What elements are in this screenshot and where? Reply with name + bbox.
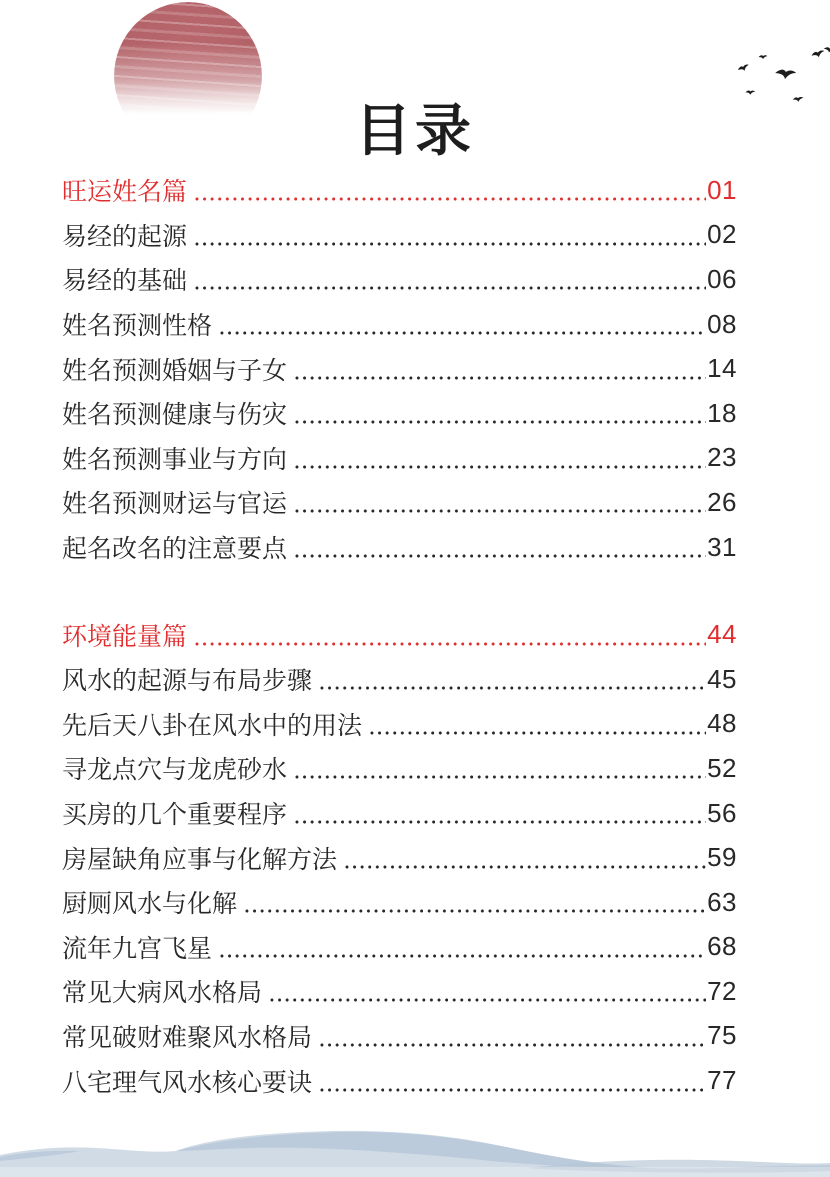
- toc-entry: [62, 480, 737, 525]
- toc-entry-page-number: 26: [707, 486, 737, 517]
- dot-leader: [320, 1088, 706, 1092]
- toc-entry-label: 八宅理气风水核心要诀: [62, 1068, 313, 1097]
- toc-entry-page-number: 08: [707, 308, 737, 339]
- toc-entry-label: 常见破财难聚风水格局: [62, 1023, 313, 1052]
- toc-entry-label: 姓名预测婚姻与子女: [62, 356, 288, 385]
- toc-section-header-page-number: 44: [707, 619, 737, 650]
- toc-entry-label: 姓名预测健康与伤灾: [62, 401, 288, 430]
- toc-entry-label: 姓名预测性格: [62, 312, 213, 341]
- dot-leader: [195, 642, 706, 646]
- toc-section-header: [62, 612, 737, 657]
- dot-leader: [295, 820, 706, 824]
- toc-entry: [62, 346, 737, 391]
- toc-section-header-label: 环境能量篇: [62, 622, 188, 651]
- toc-entry-page-number: 56: [707, 797, 737, 828]
- dot-leader: [295, 554, 706, 558]
- dot-leader: [195, 197, 706, 201]
- toc-entry-label: 起名改名的注意要点: [62, 535, 288, 564]
- dot-leader: [295, 420, 706, 424]
- dot-leader: [295, 775, 706, 779]
- toc-entry-page-number: 75: [707, 1020, 737, 1051]
- toc-entry-label: 房屋缺角应事与化解方法: [62, 845, 338, 874]
- toc-entry-label: 流年九宫飞星: [62, 934, 213, 963]
- toc-entry-label: 姓名预测财运与官运: [62, 490, 288, 519]
- toc-entry: [62, 880, 737, 925]
- dot-leader: [195, 286, 706, 290]
- toc: [62, 168, 737, 1103]
- watercolor-waves-icon: [0, 1115, 830, 1177]
- toc-entry-page-number: 02: [707, 219, 737, 250]
- toc-entry: [62, 657, 737, 702]
- toc-entry-label: 易经的基础: [62, 267, 188, 296]
- toc-entry-label: 先后天八卦在风水中的用法: [62, 711, 363, 740]
- dot-leader: [370, 731, 706, 735]
- toc-entry-page-number: 68: [707, 931, 737, 962]
- dot-leader: [245, 909, 706, 913]
- toc-entry: [62, 702, 737, 747]
- toc-section-header-page-number: 01: [707, 174, 737, 205]
- toc-entry-label: 厨厕风水与化解: [62, 890, 238, 919]
- page-title: 目录: [355, 99, 475, 162]
- toc-section-header: [62, 168, 737, 213]
- toc-entry-page-number: 48: [707, 708, 737, 739]
- toc-entry: [62, 1014, 737, 1059]
- toc-entry-page-number: 45: [707, 663, 737, 694]
- toc-entry-page-number: 06: [707, 263, 737, 294]
- toc-entry-page-number: 18: [707, 397, 737, 428]
- toc-entry: [62, 525, 737, 570]
- dot-leader: [295, 376, 706, 380]
- toc-entry: [62, 302, 737, 347]
- dot-leader: [195, 242, 706, 246]
- toc-entry-page-number: 63: [707, 886, 737, 917]
- toc-entry: [62, 391, 737, 436]
- toc-entry-label: 易经的起源: [62, 222, 188, 251]
- toc-entry-page-number: 77: [707, 1065, 737, 1096]
- dot-leader: [295, 465, 706, 469]
- toc-entry: [62, 213, 737, 258]
- toc-section: [62, 168, 737, 569]
- toc-entry-page-number: 14: [707, 353, 737, 384]
- toc-entry-label: 买房的几个重要程序: [62, 801, 288, 830]
- toc-section: [62, 612, 737, 1103]
- toc-entry-label: 风水的起源与布局步骤: [62, 667, 313, 696]
- dot-leader: [220, 331, 706, 335]
- dot-leader: [345, 865, 706, 869]
- toc-entry-page-number: 31: [707, 531, 737, 562]
- dot-leader: [320, 686, 706, 690]
- toc-entry: [62, 969, 737, 1014]
- toc-entry-label: 姓名预测事业与方向: [62, 445, 288, 474]
- toc-entry-page-number: 23: [707, 442, 737, 473]
- toc-entry: [62, 1058, 737, 1103]
- toc-entry-label: 寻龙点穴与龙虎砂水: [62, 756, 288, 785]
- dot-leader: [270, 998, 706, 1002]
- toc-entry-page-number: 59: [707, 842, 737, 873]
- dot-leader: [295, 509, 706, 513]
- toc-entry: [62, 925, 737, 970]
- dot-leader: [220, 954, 706, 958]
- dot-leader: [320, 1043, 706, 1047]
- toc-entry: [62, 835, 737, 880]
- toc-entry-label: 常见大病风水格局: [62, 979, 263, 1008]
- toc-entry: [62, 791, 737, 836]
- toc-entry-page-number: 72: [707, 975, 737, 1006]
- toc-entry-page-number: 52: [707, 752, 737, 783]
- toc-entry: [62, 746, 737, 791]
- toc-entry: [62, 257, 737, 302]
- toc-entry: [62, 436, 737, 481]
- toc-section-header-label: 旺运姓名篇: [62, 178, 188, 207]
